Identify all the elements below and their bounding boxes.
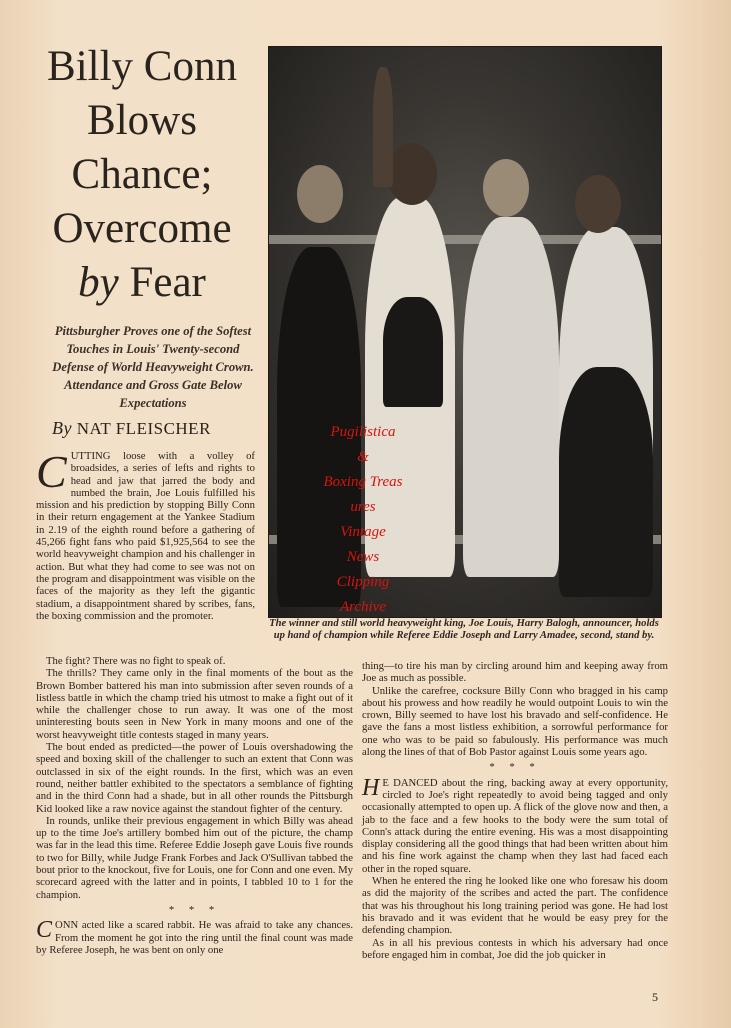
intro-text: UTTING loose with a volley of broadsides, a series of lefts and rights to head and jaw that jarred the body and numbed the brain, Joe Louis fulfilled his mission and his prediction by stopping Billy Conn in their return engagement at the Yankee Stadium in 2.19 of the eighth round before a gathering of 45,266 fight fans who paid $1,925,564 to see the world heavyweight champion and his challenger in action. But what they had come to see was not on the program and disappointment was visible on the faces of the majority as they left the gigantic stadium, a disappointment shared by scribes, fans, the boxing commission and the promoter. [36,450,255,622]
byline-by: By [52,418,72,438]
person-head [483,159,529,217]
body-paragraph: When he entered the ring he looked like one who foresaw his doom as did the majority of the scribes and acted the part. The confidence that was his throughout his long training period was gone. He had lost his bravado and it was evident that he would be easy prey for the defending champion. [362,875,668,937]
section-paragraph [362,774,668,875]
title-by: by [78,259,119,306]
watermark-line: Pugilistica [330,424,396,440]
body-paragraph: The fight? There was no fight to speak of. [46,655,226,667]
intro-paragraph [36,446,255,622]
title-fear: Fear [129,259,206,306]
watermark-line: Vintage [340,524,386,540]
title-line: Billy Conn [47,43,237,90]
person-head [387,143,437,205]
article-title [24,40,260,310]
watermark [288,420,438,620]
photo-caption: The winner and still world heavyweight king, Joe Louis, Harry Balogh, announcer, holds up hand of champion while Referee Eddie Joseph and Larry Amadee, second, stand by. [269,618,659,641]
body-paragraph: Unlike the carefree, cocksure Billy Conn who bragged in his camp about his prowess and how readily he would outpoint Louis to win the crown, Billy seemed to have lost his bravado and self-confidence. He gave the fans a most listless exhibition, a sorrowful performance for one who was to be paid so fabulously. His performance was much along the lines of that of Bob Pastor against Louis some years ago. [362,684,668,759]
drop-cap: C [36,917,53,944]
section-paragraph [36,919,353,956]
title-line [24,256,260,310]
body-paragraph: thing—to tire his man by circling around him and keeping away from Joe as much as possible. [362,660,668,685]
person-figure [463,217,559,577]
byline-author: NAT FLEISCHER [76,419,211,438]
section-text: E DANCED about the ring, backing away at every opportunity, circled to Joe's right repeatedly to avoid being tagged and only occasionally attempted to open up. A flick of the glove now and then, a jab to the face and a few hooks to the body were the sum total of Conn's attack during the entire evening. His was a most disappointing display considering all the good things that had been written about him and his fine work against the champ when they last had faced each other in the roped square. [362,776,668,875]
watermark-line: Clipping [336,574,390,590]
body-paragraph: The bout ended as predicted—the power of Louis overshadowing the speed and boxing skill of the challenger to such an extent that Conn was outclassed in six of the eight rounds. In the first, which was an even round, neither battler exhibited to the spectators a semblance of fighting and in the third Conn had a shade, but in all other rounds the Pittsburgh Kid looked like a raw novice against the standout fighter of the century. [36,741,353,815]
boxing-trunks [383,297,443,407]
section-divider: * * * [168,903,221,916]
section-divider: * * * [489,761,541,774]
right-column [362,660,668,961]
watermark-line: Archive [339,599,387,615]
left-column [36,655,353,956]
drop-cap: H [362,774,380,801]
watermark-line: Boxing Treas [323,474,403,490]
byline [52,418,211,439]
title-line: Blows [87,97,197,144]
page-number: 5 [652,990,658,1004]
drop-cap: C [36,446,67,497]
body-paragraph: As in all his previous contests in which his adversary had once before engaged him in combat, Joe did the job quicker in [362,936,668,961]
watermark-line: News [346,549,380,565]
raised-arm [373,67,393,187]
person-trousers [559,367,653,597]
person-head [575,175,621,233]
body-paragraph: In rounds, unlike their previous engagement in which Billy was ahead up to the time Joe's artillery bombed him out of the picture, the champ was far in the lead this time. Referee Eddie Joseph gave Louis five rounds to two for Billy, while Judge Frank Forbes and Jack O'Sullivan tabbed the bout prior to the knockout, five for Louis, one for Conn and one even. My scorecard agreed with the latter and in points, I tabbled 10 to 1 for the champion. [36,814,353,901]
title-line: Overcome [52,205,232,252]
watermark-line: & [357,449,369,465]
person-head [297,165,343,223]
section-text: ONN acted like a scared rabbit. He was afraid to take any chances. From the moment he got into the ring until the final count was made by Referee Joseph, he was bent on only one [36,919,353,956]
article-subtitle: Pittsburgher Proves one of the Softest Touches in Louis' Twenty-second Defense of World Heavyweight Crown. Attendance and Gross Gate Below Expectations [52,324,254,410]
body-paragraph: The thrills? They came only in the final moments of the bout as the Brown Bomber battered his man into submission after seven rounds of a listless battle in which the champ tried his utmost to make a fight out of it while the challenger chose to run away. It was one of the most uninteresting bouts seen in New York in many moons and one of the worst heavyweight title contests staged in many years. [36,667,353,741]
watermark-line: ures [350,499,376,515]
title-line: Chance; [71,151,213,198]
